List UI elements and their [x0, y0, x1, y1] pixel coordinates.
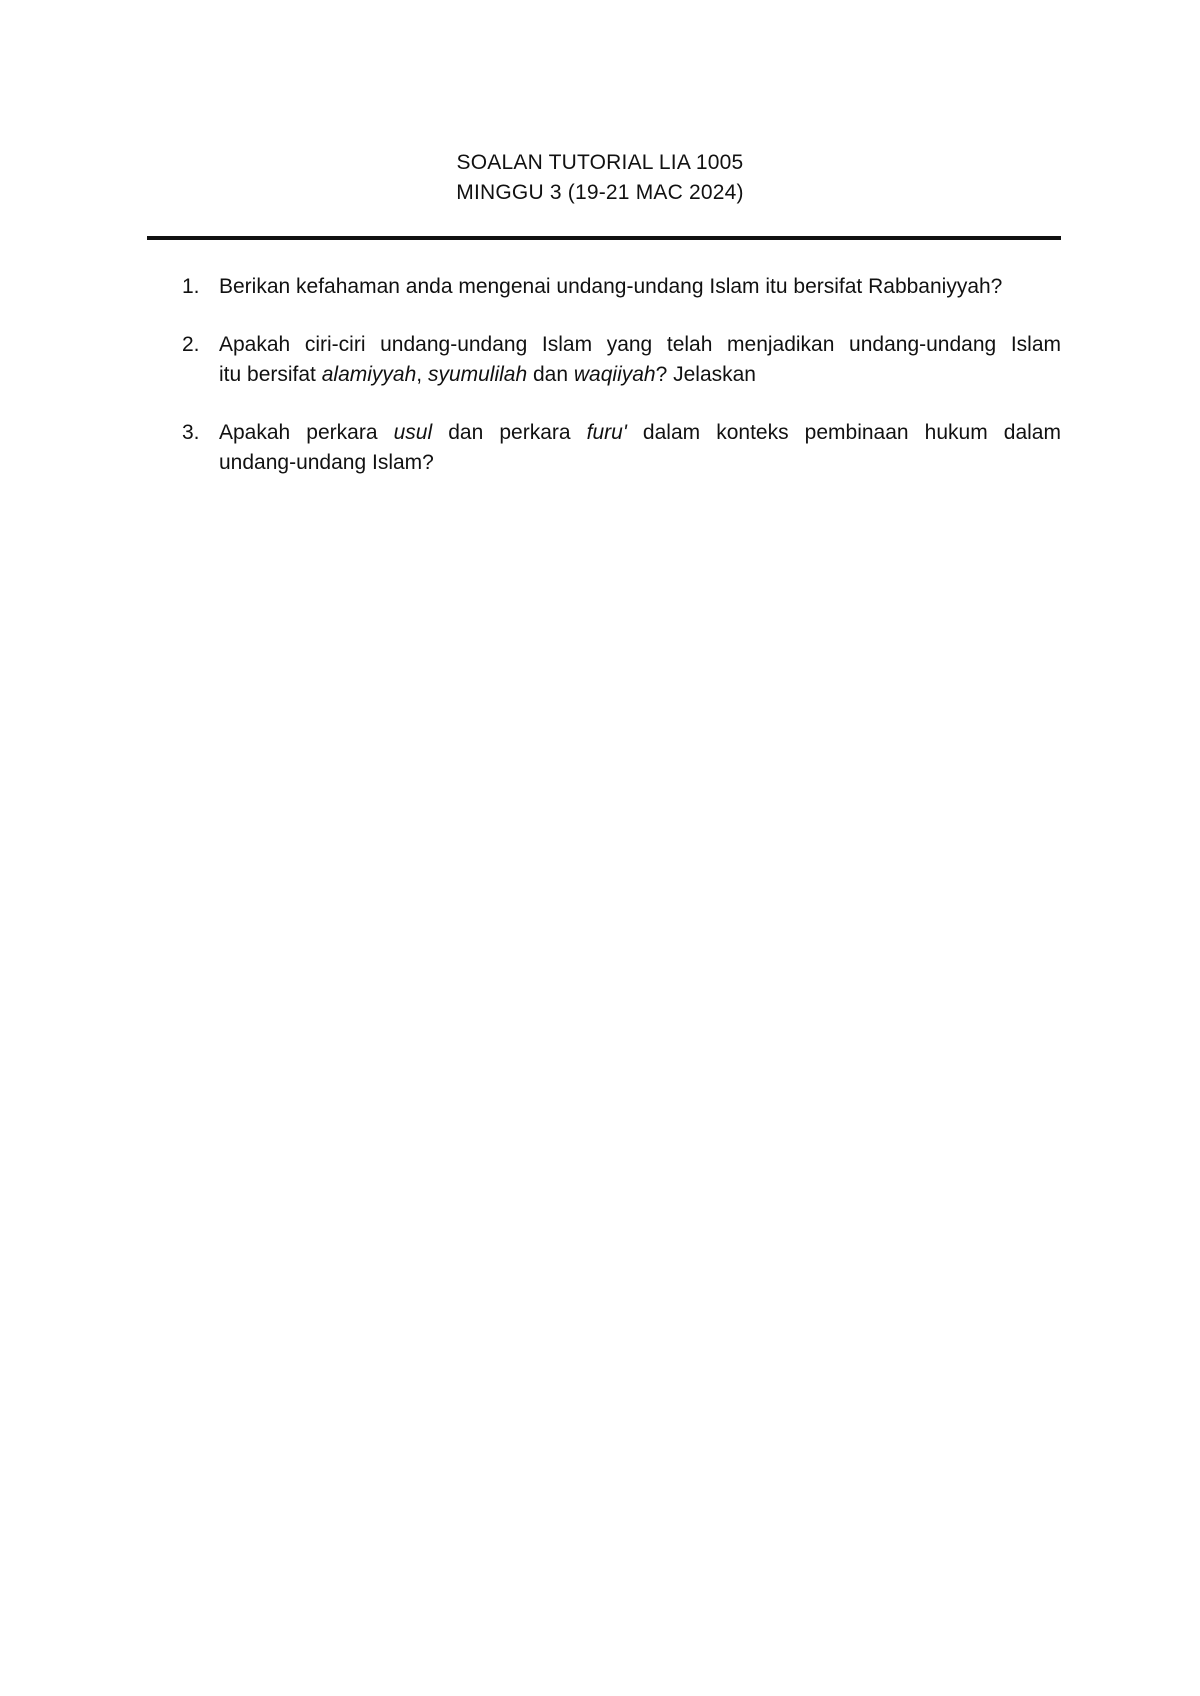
question-text-line-1: Apakah ciri-ciri undang-undang Islam yang telah menjadikan undang-undang Islam — [219, 333, 1061, 356]
question-item-1 — [147, 272, 1061, 302]
term-waqiiyah: waqiiyah — [573, 363, 656, 386]
term-syumulilah: syumulilah — [427, 363, 528, 386]
question-item-3 — [147, 418, 1061, 478]
document-subtitle: MINGGU 3 (19-21 MAC 2024) — [456, 181, 744, 204]
question-text-fragment: Apakah perkara — [219, 421, 394, 444]
question-text-line-2: undang-undang Islam? — [219, 451, 434, 474]
term-usul: usul — [393, 421, 433, 444]
question-text-line-2 — [219, 363, 756, 386]
question-item-2 — [147, 330, 1061, 390]
question-text-fragment: dan — [527, 363, 574, 386]
question-number: 2. — [182, 333, 200, 356]
question-text: Berikan kefahaman anda mengenai undang-undang Islam itu bersifat Rabbaniyyah? — [219, 275, 1003, 298]
question-list — [147, 272, 1061, 506]
header-divider — [147, 236, 1061, 240]
term-alamiyyah: alamiyyah — [321, 363, 417, 386]
question-text-fragment: , — [416, 363, 428, 386]
question-number: 1. — [182, 275, 200, 298]
term-furu: furu' — [586, 421, 627, 444]
document-header — [0, 148, 1200, 208]
question-text-fragment: ? Jelaskan — [655, 363, 756, 386]
question-text-fragment: itu bersifat — [219, 363, 322, 386]
document-title: SOALAN TUTORIAL LIA 1005 — [456, 151, 744, 174]
question-number: 3. — [182, 421, 200, 444]
question-text-line-1 — [219, 418, 1061, 448]
question-text-fragment: dan perkara — [432, 421, 587, 444]
question-text-fragment: dalam konteks pembinaan hukum dalam — [626, 421, 1061, 444]
